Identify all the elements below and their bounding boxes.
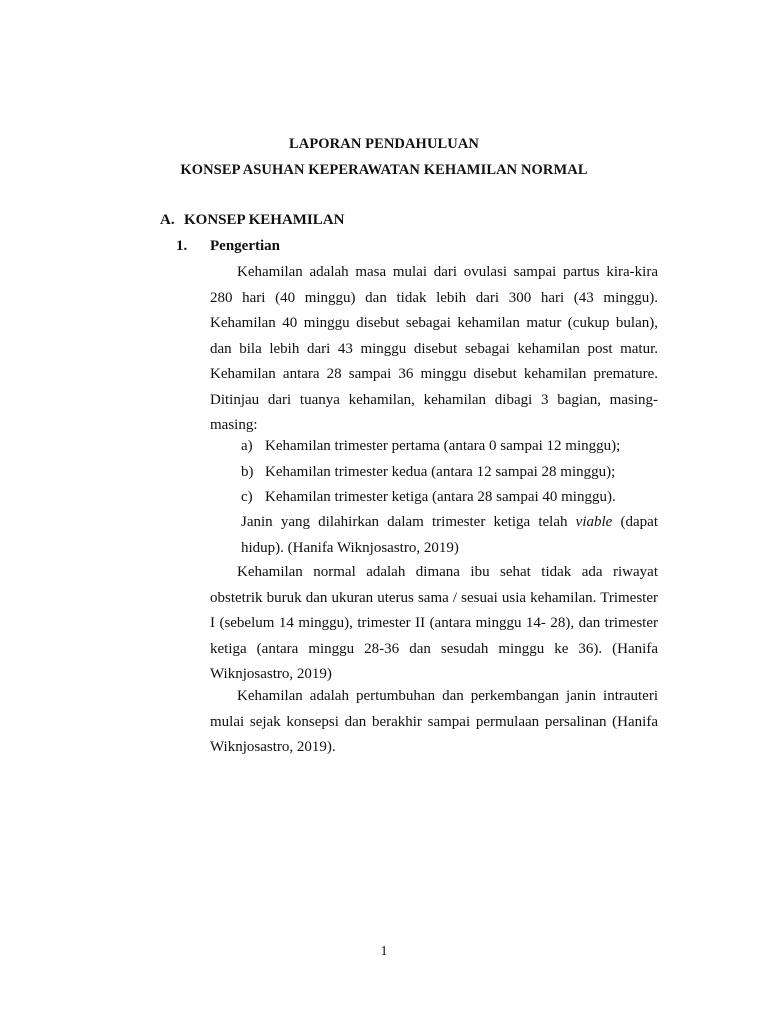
document-title-line-2: KONSEP ASUHAN KEPERAWATAN KEHAMILAN NORMAL (180, 162, 588, 178)
page-number: 1 (380, 944, 388, 959)
list-marker: b) (241, 463, 254, 480)
section-heading (160, 212, 344, 229)
paragraph-normal-pregnancy: Kehamilan normal adalah dimana ibu sehat tidak ada riwayat obstetrik buruk dan ukuran uterus sama / sesuai usia kehamilan. Trimester I (sebelum 14 minggu), trimester II (antara minggu 14- 28), dan trimester ketiga (antara minggu 28-36 dan sesudah minggu ke 36). (Hanifa Wiknjosastro, 2019) (210, 564, 658, 682)
viable-text-before: Janin yang dilahirkan dalam trimester ketiga telah (241, 514, 576, 530)
list-item (241, 485, 620, 511)
viable-text-after: (dapat hidup). (Hanifa Wiknjosastro, 2019) (241, 514, 658, 556)
section-letter: A. (160, 212, 175, 228)
paragraph-growth: Kehamilan adalah pertumbuhan dan perkembangan janin intrauteri mulai sejak konsepsi dan berakhir sampai permulaan persalinan (Hanifa Wiknjosastro, 2019). (210, 688, 658, 755)
paragraph-definition: Kehamilan adalah masa mulai dari ovulasi sampai partus kira-kira 280 hari (40 minggu) dan tidak lebih dari 300 hari (43 minggu). Kehamilan 40 minggu disebut sebagai kehamilan matur (cukup bulan), dan bila lebih dari 43 minggu disebut sebagai kehamilan post matur. Kehamilan antara 28 sampai 36 minggu disebut kehamilan premature. Ditinjau dari tuanya kehamilan, kehamilan dibagi 3 bagian, masing-masing: (210, 264, 658, 433)
viable-italic-term: viable (575, 514, 613, 530)
subsection-heading (176, 238, 280, 255)
list-item-text: Kehamilan trimester pertama (antara 0 sampai 12 minggu); (265, 438, 621, 454)
list-marker: c) (241, 489, 253, 505)
list-marker: a) (241, 438, 253, 454)
subsection-title: Pengertian (210, 238, 280, 254)
trimester-list (241, 434, 620, 511)
paragraph-viable (241, 510, 658, 561)
list-item-text: Kehamilan trimester kedua (antara 12 sampai 28 minggu); (265, 463, 616, 480)
document-title-line-1: LAPORAN PENDAHULUAN (289, 136, 479, 152)
section-title: KONSEP KEHAMILAN (184, 212, 345, 228)
list-item (241, 434, 620, 460)
subsection-number: 1. (176, 238, 188, 254)
list-item-text: Kehamilan trimester ketiga (antara 28 sampai 40 minggu). (265, 489, 616, 505)
list-item (241, 460, 620, 486)
